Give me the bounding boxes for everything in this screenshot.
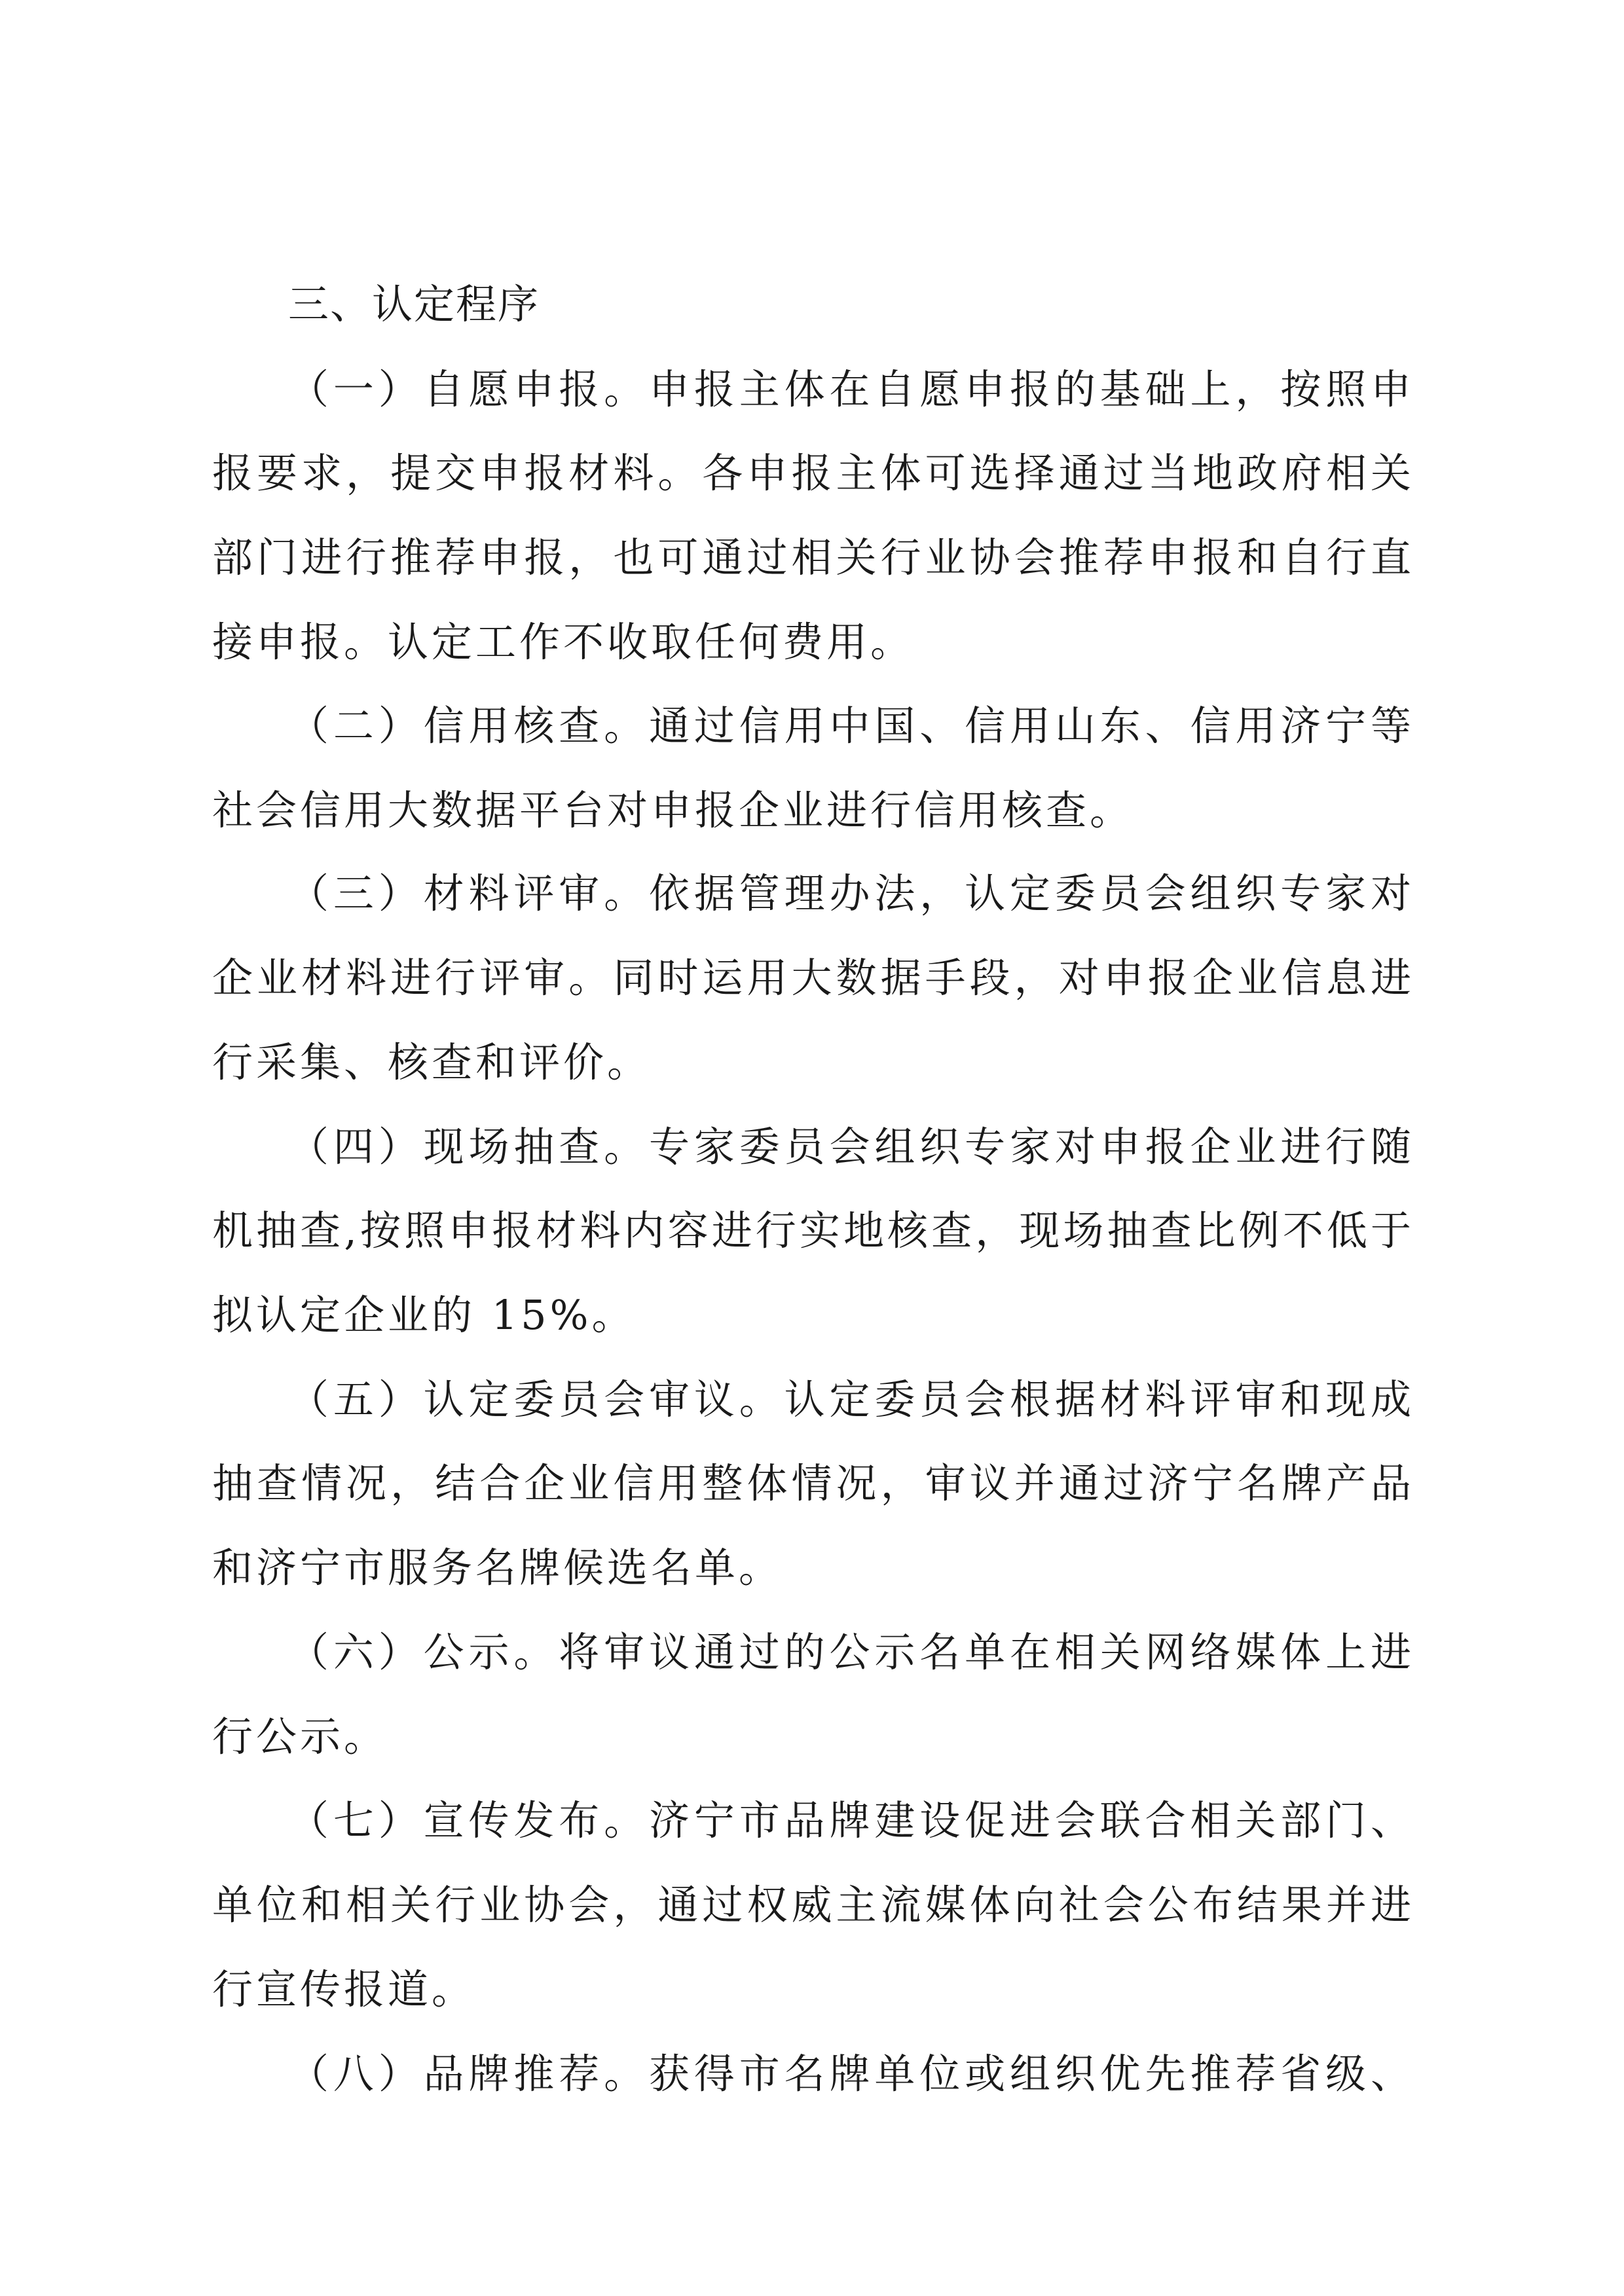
paragraph-line: （二）信用核查。通过信用中国、信用山东、信用济宁等 [288, 702, 1414, 750]
paragraph-line: 机抽查,按照申报材料内容进行实地核查，现场抽查比例不低于 [212, 1207, 1414, 1254]
paragraph-line: （七）宣传发布。济宁市品牌建设促进会联合相关部门、 [288, 1796, 1414, 1844]
paragraph-line: （八）品牌推荐。获得市名牌单位或组织优先推荐省级、 [288, 2050, 1414, 2098]
paragraph-line: 企业材料进行评审。同时运用大数据手段，对申报企业信息进 [212, 954, 1414, 1002]
paragraph-line: 拟认定企业的 15%。 [212, 1291, 636, 1339]
paragraph-line: 单位和相关行业协会，通过权威主流媒体向社会公布结果并进 [212, 1881, 1414, 1929]
paragraph-line: （五）认定委员会审议。认定委员会根据材料评审和现成 [288, 1376, 1414, 1423]
paragraph-line: 行采集、核查和评价。 [212, 1038, 652, 1086]
paragraph-line: 部门进行推荐申报，也可通过相关行业协会推荐申报和自行直 [212, 534, 1414, 581]
paragraph-line: 社会信用大数据平台对申报企业进行信用核查。 [212, 786, 1134, 834]
paragraph-line: （四）现场抽查。专家委员会组织专家对申报企业进行随 [288, 1123, 1414, 1171]
paragraph-line: 接申报。认定工作不收取任何费用。 [212, 618, 915, 666]
paragraph-line: 抽查情况，结合企业信用整体情况，审议并通过济宁名牌产品 [212, 1459, 1414, 1507]
paragraph-line: （六）公示。将审议通过的公示名单在相关网络媒体上进 [288, 1628, 1414, 1676]
paragraph-line: （三）材料评审。依据管理办法，认定委员会组织专家对 [288, 869, 1414, 917]
paragraph-line: 和济宁市服务名牌候选名单。 [212, 1544, 783, 1592]
paragraph-line: 报要求，提交申报材料。各申报主体可选择通过当地政府相关 [212, 449, 1414, 497]
paragraph-line: 行宣传报道。 [212, 1965, 476, 2013]
paragraph-line: 行公示。 [212, 1713, 388, 1760]
section-heading: 三、认定程序 [288, 280, 540, 328]
paragraph-line: （一）自愿申报。申报主体在自愿申报的基础上，按照申 [288, 365, 1414, 413]
